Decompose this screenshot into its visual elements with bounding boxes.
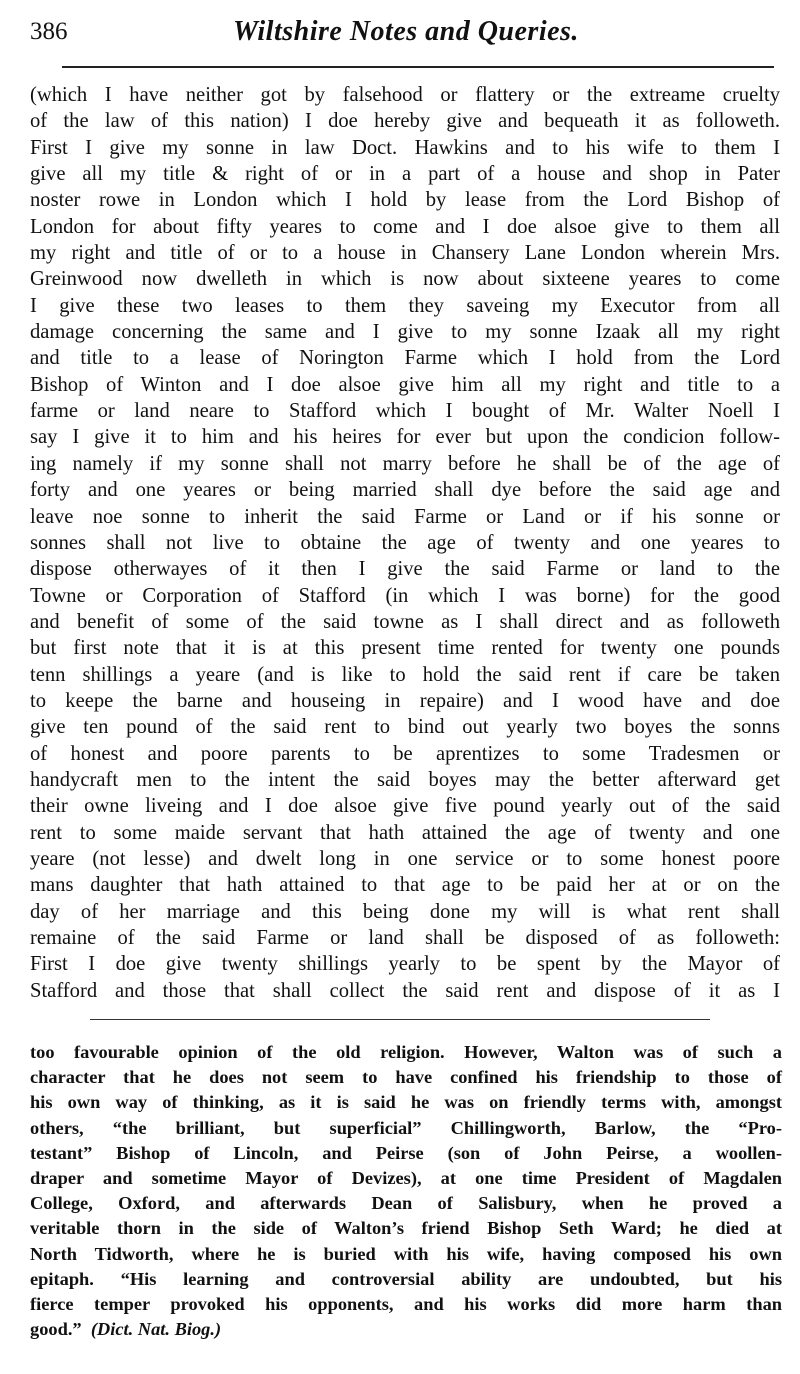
text-line: damage concerning the same and I give to my sonne Izaak all my right — [30, 321, 780, 344]
text-line: and benefit of some of the said towne as I shall direct and as followeth — [30, 610, 780, 633]
text-line: sonnes shall not live to obtaine the age of twenty and one yeares to — [30, 531, 780, 554]
header-rule — [62, 66, 774, 68]
footnote-rule — [90, 1019, 710, 1020]
footnote-line: character that he does not seem to have confined his friendship to those of — [30, 1067, 782, 1088]
footnote-line: College, Oxford, and afterwards Dean of Salisbury, when he proved a — [30, 1193, 782, 1214]
page-number: 386 — [30, 18, 68, 45]
footnote-line: North Tidworth, where he is buried with his wife, having composed his own — [30, 1243, 782, 1264]
text-line: leave noe sonne to inherit the said Farme or Land or if his sonne or — [30, 505, 780, 528]
text-line: tenn shillings a yeare (and is like to hold the said rent if care be taken — [30, 663, 780, 686]
text-line: handycraft men to the intent the said boyes may the better afterward get — [30, 768, 780, 791]
text-line: day of her marriage and this being done my will is what rent shall — [30, 900, 780, 923]
text-line: dispose otherwayes of it then I give the said Farme or land to the — [30, 558, 780, 581]
text-line: First I give my sonne in law Doct. Hawkins and to his wife to them I — [30, 136, 780, 159]
text-line: yeare (not lesse) and dwelt long in one service or to some honest poore — [30, 847, 780, 870]
text-line: ing namely if my sonne shall not marry before he shall be of the age of — [30, 452, 780, 475]
page-header — [30, 14, 782, 54]
text-line: give ten pound of the said rent to bind out yearly two boyes the sonns — [30, 716, 780, 739]
footnote — [30, 1040, 782, 1342]
text-line: give all my title & right of or in a part of a house and shop in Pater — [30, 163, 780, 186]
footnote-line: too favourable opinion of the old religion. However, Walton was of such a — [30, 1042, 782, 1062]
footnote-line: draper and sometime Mayor of Devizes), at one time President of Magdalen — [30, 1168, 782, 1189]
text-line: of the law of this nation) I doe hereby give and bequeath it as followeth. — [30, 110, 780, 133]
footnote-last-line — [30, 1317, 782, 1342]
text-line: of honest and poore parents to be aprentizes to some Tradesmen or — [30, 742, 780, 765]
text-line: (which I have neither got by falsehood or flattery or the extreame cruelty — [30, 84, 780, 106]
text-line: First I doe give twenty shillings yearly to be spent by the Mayor of — [30, 953, 780, 976]
text-line: Towne or Corporation of Stafford (in which I was borne) for the good — [30, 584, 780, 607]
text-line: forty and one yeares or being married shall dye before the said age and — [30, 479, 780, 502]
text-line: Bishop of Winton and I doe alsoe give him all my right and title to a — [30, 373, 780, 396]
text-line: remaine of the said Farme or land shall be disposed of as followeth: — [30, 927, 780, 949]
footnote-line: his own way of thinking, as it is said he was on friendly terms with, amongst — [30, 1092, 782, 1113]
text-line: London for about fifty yeares to come and I doe alsoe give to them all — [30, 215, 780, 238]
running-title: Wiltshire Notes and Queries. — [233, 16, 579, 47]
text-line: noster rowe in London which I hold by lease from the Lord Bishop of — [30, 189, 780, 212]
text-line: say I give it to him and his heires for ever but upon the condicion follow- — [30, 426, 780, 449]
text-line: mans daughter that hath attained to that age to be paid her at or on the — [30, 874, 780, 897]
text-line: but first note that it is at this present time rented for twenty one pounds — [30, 637, 780, 660]
text-line: rent to some maide servant that hath attained the age of twenty and one — [30, 821, 780, 844]
text-line: I give these two leases to them they saveing my Executor from all — [30, 294, 780, 317]
footnote-last-text: good.” — [30, 1319, 82, 1340]
footnote-line: testant” Bishop of Lincoln, and Peirse (son of John Peirse, a woollen- — [30, 1142, 782, 1163]
citation: (Dict. Nat. Biog.) — [90, 1319, 222, 1340]
footnote-line: epitaph. “His learning and controversial ability are undoubted, but his — [30, 1268, 782, 1289]
footnote-line: others, “the brilliant, but superficial” Chillingworth, Barlow, the “Pro- — [30, 1117, 782, 1138]
text-line: Stafford and those that shall collect the said rent and dispose of it as I — [30, 979, 780, 1002]
will-text-body — [30, 82, 780, 1004]
text-line: my right and title of or to a house in Chansery Lane London wherein Mrs. — [30, 242, 780, 265]
footnote-line: fierce temper provoked his opponents, and his works did more harm than — [30, 1294, 782, 1315]
text-line: farme or land neare to Stafford which I bought of Mr. Walter Noell I — [30, 400, 780, 423]
text-line: their owne liveing and I doe alsoe give five pound yearly out of the said — [30, 795, 780, 818]
text-line: Greinwood now dwelleth in which is now about sixteene yeares to come — [30, 268, 780, 291]
text-line: and title to a lease of Norington Farme which I hold from the Lord — [30, 347, 780, 370]
footnote-line: veritable thorn in the side of Walton’s friend Bishop Seth Ward; he died at — [30, 1218, 782, 1239]
text-line: to keepe the barne and houseing in repaire) and I wood have and doe — [30, 689, 780, 712]
